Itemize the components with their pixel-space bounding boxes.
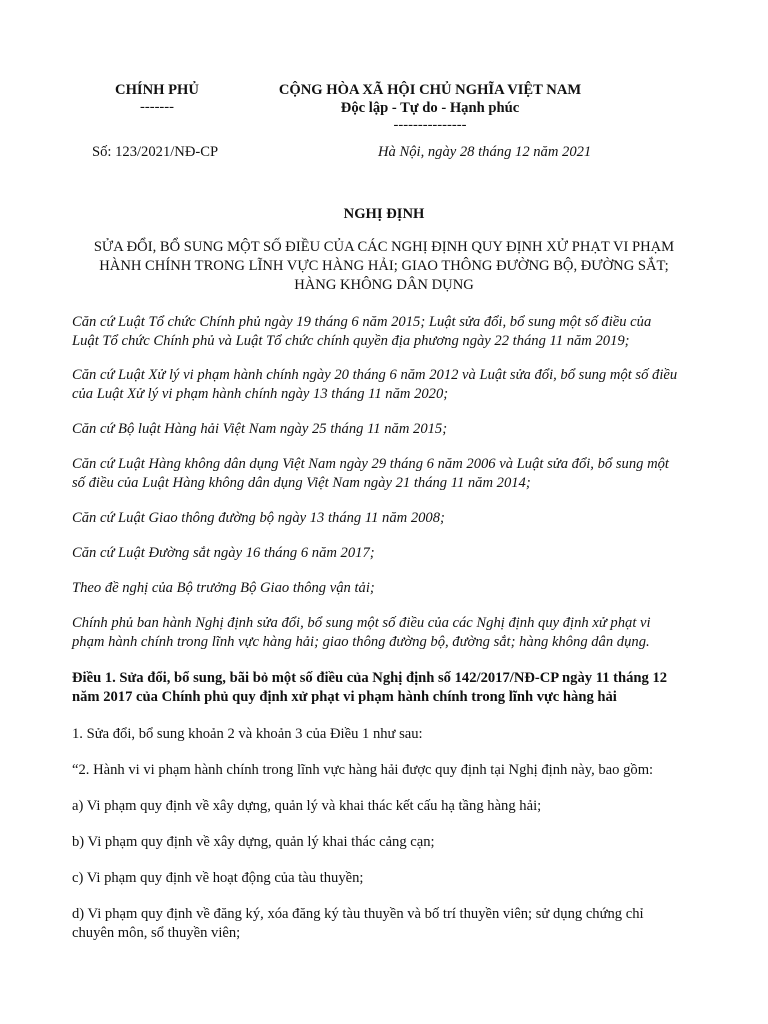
subject-line-1: SỬA ĐỔI, BỔ SUNG MỘT SỐ ĐIỀU CỦA CÁC NGHỊ ĐỊNH QUY ĐỊNH XỬ PHẠT VI PHẠM (93, 239, 675, 255)
motto-rule: --------------- (393, 117, 467, 133)
preamble-4-line-1: Căn cứ Luật Hàng không dân dụng Việt Nam ngày 29 tháng 6 năm 2006 và Luật sửa đổi, bổ sung một (72, 456, 669, 472)
national-title: CỘNG HÒA XÃ HỘI CHỦ NGHĨA VIỆT NAM (278, 82, 582, 98)
article-1-heading-line-1: Điều 1. Sửa đổi, bổ sung, bãi bỏ một số điều của Nghị định số 142/2017/NĐ-CP ngày 11 tháng 12 (72, 670, 668, 686)
preamble-1-line-1: Căn cứ Luật Tổ chức Chính phủ ngày 19 tháng 6 năm 2015; Luật sửa đổi, bổ sung một số điều của (72, 314, 652, 330)
subject-line-2: HÀNH CHÍNH TRONG LĨNH VỰC HÀNG HẢI; GIAO THÔNG ĐƯỜNG BỘ, ĐƯỜNG SẮT; (99, 258, 669, 274)
preamble-1-line-2: Luật Tổ chức Chính phủ và Luật Tổ chức chính quyền địa phương ngày 22 tháng 11 năm 2019; (72, 333, 630, 349)
preamble-6: Căn cứ Luật Đường sắt ngày 16 tháng 6 năm 2017; (72, 545, 375, 561)
preamble-8-line-1: Chính phủ ban hành Nghị định sửa đổi, bổ sung một số điều của các Nghị định quy định xử phạt vi (72, 615, 651, 631)
preamble-3: Căn cứ Bộ luật Hàng hải Việt Nam ngày 25 tháng 11 năm 2015; (72, 421, 448, 437)
preamble-8-line-2: phạm hành chính trong lĩnh vực hàng hải; giao thông đường bộ, đường sắt; hàng không dân dụng. (72, 634, 650, 650)
article-1-heading-line-2: năm 2017 của Chính phủ quy định xử phạt vi phạm hành chính trong lĩnh vực hàng hải (72, 689, 617, 705)
article-1-item-a: a) Vi phạm quy định về xây dựng, quản lý và khai thác kết cấu hạ tầng hàng hải; (72, 798, 542, 814)
preamble-2-line-2: của Luật Xử lý vi phạm hành chính ngày 13 tháng 11 năm 2020; (72, 386, 449, 402)
document-number: Số: 123/2021/NĐ-CP (92, 144, 219, 160)
preamble-5: Căn cứ Luật Giao thông đường bộ ngày 13 tháng 11 năm 2008; (72, 510, 445, 526)
article-1-item-d-line-1: d) Vi phạm quy định về đăng ký, xóa đăng ký tàu thuyền và bố trí thuyền viên; sử dụng chứng chỉ (72, 906, 644, 922)
article-1-clause-1: 1. Sửa đổi, bổ sung khoản 2 và khoản 3 của Điều 1 như sau: (72, 726, 423, 742)
preamble-7: Theo đề nghị của Bộ trưởng Bộ Giao thông vận tải; (72, 580, 375, 596)
subject-line-3: HÀNG KHÔNG DÂN DỤNG (294, 277, 474, 293)
place-and-date: Hà Nội, ngày 28 tháng 12 năm 2021 (378, 144, 592, 160)
preamble-4-line-2: số điều của Luật Hàng không dân dụng Việt Nam ngày 21 tháng 11 năm 2014; (72, 475, 531, 491)
preamble-2-line-1: Căn cứ Luật Xử lý vi phạm hành chính ngày 20 tháng 6 năm 2012 và Luật sửa đổi, bổ sung một số điều (72, 367, 678, 383)
article-1-item-c: c) Vi phạm quy định về hoạt động của tàu thuyền; (72, 870, 364, 886)
article-1-item-d-line-2: chuyên môn, sổ thuyền viên; (72, 925, 241, 941)
agency-rule: ------- (139, 99, 175, 115)
issuing-agency: CHÍNH PHỦ (115, 82, 199, 98)
national-motto: Độc lập - Tự do - Hạnh phúc (340, 100, 520, 116)
article-1-item-b: b) Vi phạm quy định về xây dựng, quản lý khai thác cảng cạn; (72, 834, 435, 850)
article-1-clause-2: “2. Hành vi vi phạm hành chính trong lĩnh vực hàng hải được quy định tại Nghị định này, bao gồm: (72, 762, 654, 778)
document-type: NGHỊ ĐỊNH (343, 206, 425, 222)
